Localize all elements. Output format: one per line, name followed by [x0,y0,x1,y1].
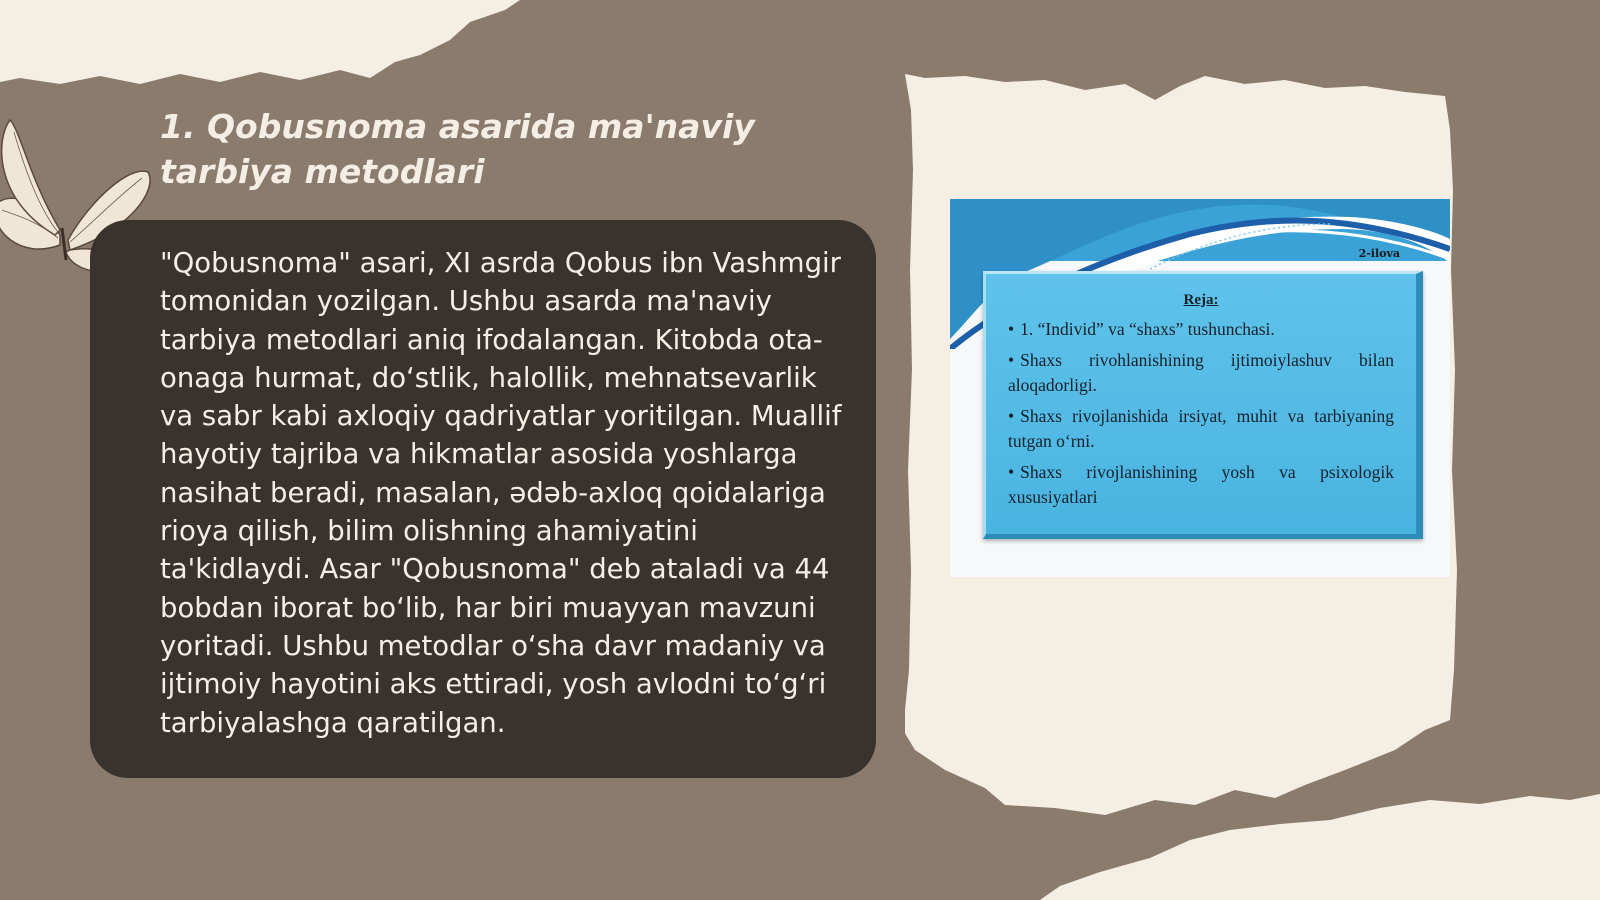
bullet-icon: • [1008,350,1015,370]
torn-paper-top-left [0,0,540,95]
figure-image [950,199,1450,577]
plan-item-text: Shaxs rivojlanishining yosh va psixologik xususiyatlari [1008,462,1394,507]
slide-title-line-2: tarbiya metodlari [160,152,485,191]
bullet-icon: • [1008,406,1015,426]
slide-title-line-1: 1. Qobusnoma asarida ma'naviy [160,107,755,146]
plan-item [1008,348,1394,398]
plan-item-text: 1. “Individ” va “shaxs” tushunchasi. [1020,319,1275,339]
slide-title [160,104,800,194]
bullet-icon: • [1008,462,1015,482]
body-text: "Qobusnoma" asari, XI asrda Qobus ibn Vashmgir tomonidan yozilgan. Ushbu asarda ma'naviy tarbiya metodlari aniq ifodalangan. Kitobda ota-onaga hurmat, do‘stlik, halollik, mehnatsevarlik va sabr kabi axloqiy qadriyatlar yoritilgan. Muallif hayotiy tajriba va hikmatlar asosida yoshlarga nasihat beradi, masalan, ədəb-axloq qoidalariga rioya qilish, bilim olishning ahamiyatini ta'kidlaydi. Asar "Qobusnoma" deb ataladi va 44 bobdan iborat bo‘lib, har biri muayyan mavzuni yoritadi. Ushbu metodlar o‘sha davr madaniy va ijtimoiy hayotini aks ettiradi, yosh avlodni to‘g‘ri tarbiyalashga qaratilgan. [160,247,842,739]
plan-title: Reja: [1183,292,1219,308]
plan-item [1008,317,1394,342]
plan-box [983,271,1423,539]
bullet-icon: • [1008,319,1015,339]
plan-item-text: Shaxs rivohlanishining ijtimoiylashuv bilan aloqadorligi. [1008,350,1394,395]
figure-label: 2-ilova [1358,247,1400,260]
plan-item-text: Shaxs rivojlanishida irsiyat, muhit va tarbiyaning tutgan o‘rni. [1008,406,1394,451]
plan-item [1008,460,1394,510]
plan-item [1008,404,1394,454]
